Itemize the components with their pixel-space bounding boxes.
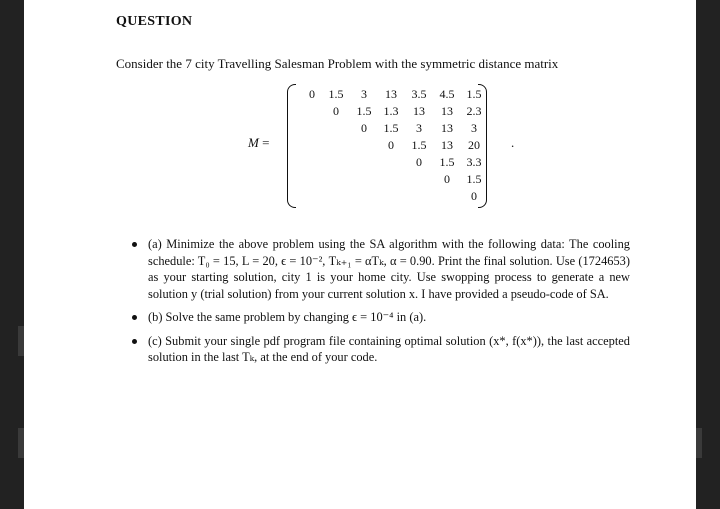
matrix-cell: 0 [333, 104, 339, 118]
question-parts [132, 236, 630, 373]
matrix-cell: 13 [413, 104, 425, 118]
matrix-symbol: M [248, 135, 259, 150]
question-part [132, 333, 630, 366]
matrix-cell: 0 [416, 155, 422, 169]
matrix-left-paren [287, 84, 296, 208]
matrix-period: . [511, 135, 515, 150]
matrix-cell: 3 [416, 121, 422, 135]
matrix-cell: 13 [441, 121, 453, 135]
matrix-cell: 0 [388, 138, 394, 152]
matrix-cell: 0 [361, 121, 367, 135]
viewer-right-marker [696, 428, 702, 458]
matrix-cell: 1.5 [356, 104, 372, 118]
matrix-cell: 1.5 [411, 138, 427, 152]
distance-matrix [287, 84, 487, 206]
matrix-label [248, 135, 269, 151]
question-part [132, 236, 630, 302]
matrix-cell: 1.5 [466, 87, 482, 101]
bullet-icon [132, 242, 137, 247]
matrix-cell: 13 [385, 87, 397, 101]
matrix-cell: 3.3 [466, 155, 482, 169]
matrix-cell: 13 [441, 104, 453, 118]
matrix-cell: 1.5 [328, 87, 344, 101]
viewer-left-margin [0, 0, 24, 509]
problem-intro: Consider the 7 city Travelling Salesman Problem with the symmetric distance matrix [116, 56, 559, 71]
bullet-icon [132, 339, 137, 344]
matrix-cell: 3 [361, 87, 367, 101]
question-part [132, 309, 630, 326]
viewer-right-margin [696, 0, 720, 509]
matrix-cell: 20 [468, 138, 480, 152]
matrix-cell: 1.5 [383, 121, 399, 135]
question-heading: QUESTION [116, 14, 193, 29]
question-part-text: (a) Minimize the above problem using the SA algorithm with the following data: The cooling schedule: T₀ = 15, L = 20, ϵ = 10⁻², Tₖ₊₁ = αTₖ, α = 0.90. Print the final solution. Use (1724653) as your starting solution, city 1 is your home city. Use swopping process to generate a new solution y (trial solution) from your current solution x. I have provided a pseudo-code of SA. [148, 237, 630, 301]
matrix-cell: 0 [309, 87, 315, 101]
matrix-cell: 4.5 [439, 87, 455, 101]
matrix-cell: 0 [444, 172, 450, 186]
matrix-cell: 1.3 [383, 104, 399, 118]
matrix-cell: 1.5 [439, 155, 455, 169]
matrix-equals: = [262, 135, 270, 150]
document-page [24, 0, 696, 509]
matrix-cell: 13 [441, 138, 453, 152]
matrix-cell: 2.3 [466, 104, 482, 118]
matrix-cell: 3.5 [411, 87, 427, 101]
matrix-cell: 0 [471, 189, 477, 203]
matrix-cell: 1.5 [466, 172, 482, 186]
question-part-text: (c) Submit your single pdf program file containing optimal solution (x*, f(x*)), the last accepted solution in the last Tₖ, at the end of your code. [148, 333, 630, 364]
bullet-icon [132, 315, 137, 320]
question-part-text: (b) Solve the same problem by changing ϵ = 10⁻⁴ in (a). [148, 310, 427, 324]
matrix-cell: 3 [471, 121, 477, 135]
